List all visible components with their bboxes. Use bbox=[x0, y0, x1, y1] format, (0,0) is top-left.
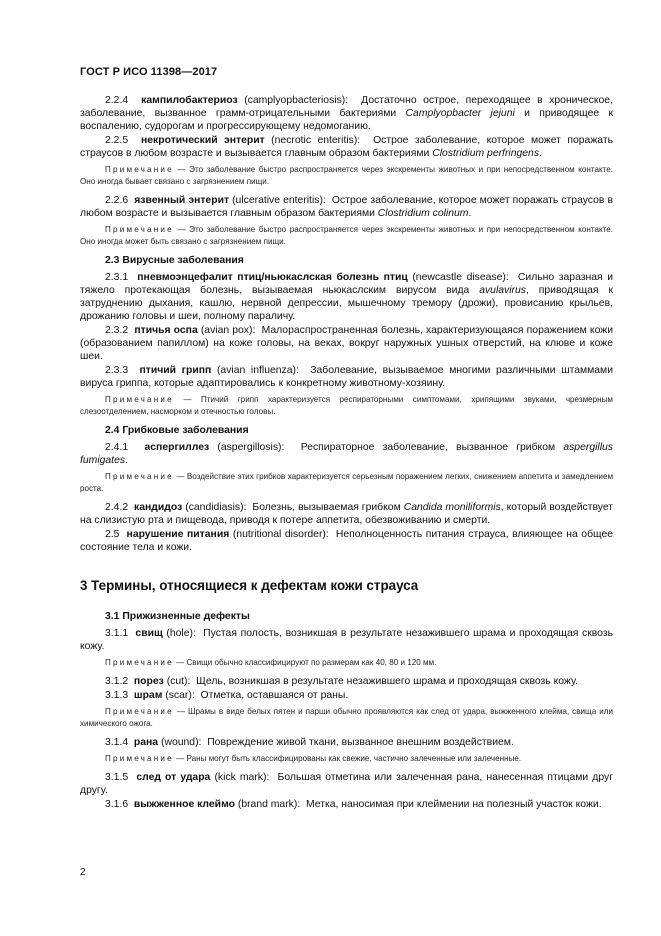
note-3-1-1: Примечание — Свищи обычно классифицируют по размерам как 40, 80 и 120 мм. bbox=[105, 658, 437, 667]
term-2-2-5: 2.2.5 некротический энтерит (necrotic enteritis): Острое заболевание, которое может поражать страусов в любом возрасте и вызывается главным образом бактериями Clostridium perfringens. bbox=[80, 135, 613, 159]
note-2-3-3: Примечание — Птичий грипп характеризуется респираторными симптомами, хрипящими звуками, чрезмерным слезоотделением, насморком и отечностью головы. bbox=[80, 395, 613, 416]
term-3-1-4: 3.1.4 рана (wound): Повреждение живой ткани, вызванное внешним воздействием. bbox=[105, 737, 514, 748]
term-2-3-1: 2.3.1 пневмоэнцефалит птиц/ньюкаслская болезнь птиц (newcastle disease): Сильно заразная и тяжело протекающая болезнь, вызываемая ньюкаслским вирусом вида avulavirus, приводящая к затруднению дыхания, кашлю, нервной депрессии, мышечному тремору (дрожи), провисанию крыльев, дрожанию головы и шеи, полному параличу. bbox=[80, 272, 614, 322]
page-number: 2 bbox=[80, 867, 86, 878]
term-2-2-6: 2.2.6 язвенный энтерит (ulcerative enteritis): Острое заболевание, которое может поражать страусов в любом возрасте и вызывается главным образом бактериями Clostridium colinum. bbox=[80, 195, 613, 219]
section-3-heading: 3 Термины, относящиеся к дефектам кожи страуса bbox=[80, 578, 419, 593]
term-2-5: 2.5 нарушение питания (nutritional disorder): Неполноценность питания страуса, влияющее на общее состояние тела и кожи. bbox=[80, 529, 614, 553]
term-3-1-2: 3.1.2 порез (cut): Щель, возникшая в результате незажившего шрама и проходящая сквозь кожу. bbox=[105, 676, 579, 687]
document-header: ГОСТ Р ИСО 11398—2017 bbox=[80, 66, 218, 78]
term-3-1-1: 3.1.1 свищ (hole): Пустая полость, возникшая в результате незажившего шрама и проходящая сквозь кожу. bbox=[80, 628, 614, 652]
term-2-4-2: 2.4.2 кандидоз (candidiasis): Болезнь, вызываемая грибком Candida moniliformis, который воздействует на слизистую рта и пищевода, приводя к потере аппетита, обезвоживанию и смерти. bbox=[80, 502, 614, 526]
subsection-2-4-heading: 2.4 Грибковые заболевания bbox=[105, 425, 249, 436]
term-3-1-5: 3.1.5 след от удара (kick mark): Большая отметина или залеченная рана, нанесенная птицами друг другу. bbox=[80, 772, 613, 796]
term-2-2-4: 2.2.4 кампилобактериоз (camplyopbacteriosis): Достаточно острое, переходящее в хроническое, заболевание, вызванное грамм-отрицательными бактериями Camplyopbacter jejuni и приводящее к воспалению, судорогам и прогрессирующему недомоганию. bbox=[80, 95, 614, 132]
term-2-3-2: 2.3.2 птичья оспа (avian pox): Малораспространенная болезнь, характеризующаяся поражением кожи (образованием папиллом) на коже головы, на веках, вокруг наружных ушных отверстий, на клюве и коже шеи. bbox=[80, 325, 613, 362]
term-3-1-6: 3.1.6 выжженное клеймо (brand mark): Метка, наносимая при клеймении на полезный участок кожи. bbox=[105, 799, 602, 810]
term-3-1-3: 3.1.3 шрам (scar): Отметка, оставшаяся от раны. bbox=[105, 690, 349, 701]
note-2-2-6: Примечание — Это заболевание быстро распространяется через экскременты животных и при непосредственном контакте. Оно иногда может быть связано с загрязнением пищи. bbox=[80, 225, 613, 246]
note-2-4-1: Примечание — Воздействие этих грибков характеризуется серьезным поражением легких, снижением аппетита и замедлением роста. bbox=[80, 472, 614, 493]
document-body bbox=[80, 94, 613, 812]
subsection-3-1-heading: 3.1 Прижизненные дефекты bbox=[105, 611, 250, 622]
note-3-1-4: Примечание — Раны могут быть классифицированы как свежие, частично залеченные или залеченные. bbox=[105, 754, 522, 763]
subsection-2-3-heading: 2.3 Вирусные заболевания bbox=[105, 255, 244, 266]
term-2-4-1: 2.4.1 аспергиллез (aspergillosis): Респираторное заболевание, вызванное грибком aspergillus fumigates. bbox=[80, 442, 613, 466]
term-2-3-3: 2.3.3 птичий грипп (avian influenza): Заболевание, вызываемое многими различными штаммами вируса гриппа, которые адаптировались к конкретному животному-хозяину. bbox=[80, 365, 614, 389]
note-3-1-3: Примечание — Шрамы в виде белых пятен и парши обычно проявляются как след от удара, выжженного клейма, свища или химического ожога. bbox=[80, 707, 614, 728]
note-2-2-5: Примечание — Это заболевание быстро распространяется через экскременты животных и при непосредственном контакте. Оно иногда бывает связано с загрязнением пищи. bbox=[80, 165, 613, 186]
